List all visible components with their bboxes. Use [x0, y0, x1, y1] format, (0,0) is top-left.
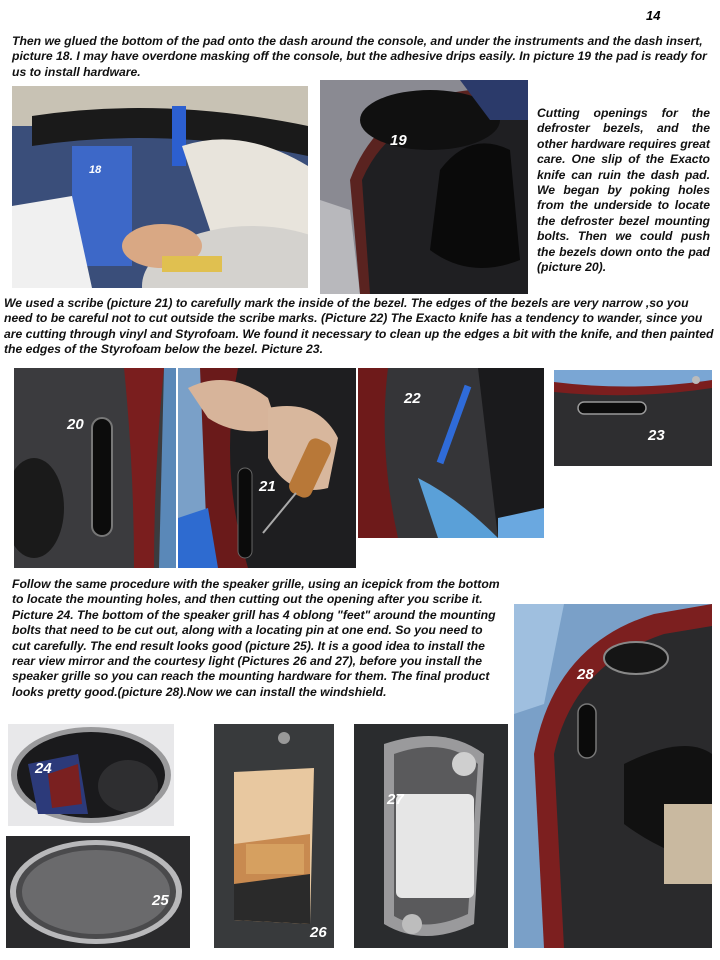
photo-21	[178, 368, 356, 568]
photo-28	[514, 604, 712, 948]
photo-label-20: 20	[67, 416, 84, 433]
photo-27	[354, 724, 508, 948]
page-number: 14	[646, 8, 661, 23]
photo-label-26: 26	[310, 924, 327, 941]
photo-label-24: 24	[35, 760, 52, 777]
photo-18	[12, 86, 308, 288]
photo-22	[358, 368, 544, 538]
photo-label-27: 27	[387, 791, 404, 808]
photo-26	[214, 724, 334, 948]
photo-label-19: 19	[390, 132, 407, 149]
photo-25	[6, 836, 190, 948]
photo-label-21: 21	[259, 478, 276, 495]
paragraph-intro: Then we glued the bottom of the pad onto the dash around the console, and under the instruments and the dash insert, picture 18. I may have overdone masking off the console, but the adhesive drips easily. In picture 19 the pad is ready for us to install hardware.	[12, 34, 707, 79]
photo-label-25: 25	[152, 892, 169, 909]
photo-label-23: 23	[648, 427, 665, 444]
photo-20	[14, 368, 176, 568]
photo-24	[8, 724, 174, 826]
paragraph-speaker-grille: Follow the same procedure with the speaker grille, using an icepick from the bottom to locate the mounting holes, and then cutting out the opening after you scribe it. Picture 24. The bottom of the speaker grill has 4 oblong "feet" around the mounting bolts that need to be cut out, along with a locating pin at one end. So you need to cut carefully. The end result looks good (picture 25). It is a good idea to install the rear view mirror and the courtesy light (Pictures 26 and 27), before you install the speaker grille so you can reach the mounting hardware for them. The final product looks pretty good.(picture 28).Now we can install the windshield.	[12, 577, 500, 699]
photo-label-18: 18	[89, 164, 102, 176]
photo-23	[554, 370, 712, 466]
photo-label-22: 22	[404, 390, 421, 407]
paragraph-defroster: Cutting openings for the defroster bezels, and the other hardware requires great care. One slip of the Exacto knife can ruin the dash pad. We began by poking holes from the underside to locate the defroster bezel mounting bolts. Then we could push the bezels down onto the pad (picture 20).	[537, 106, 710, 275]
photo-19	[320, 80, 528, 294]
paragraph-scribe: We used a scribe (picture 21) to carefully mark the inside of the bezel. The edges of the bezels are very narrow ,so you need to be careful not to cut outside the scribe marks. (Picture 22) The Exacto knife has a tendency to wander, since you are cutting through vinyl and Styrofoam. We found it necessary to clean up the edges a bit with the knife, and then painted the edges of the Styrofoam below the bezel. Picture 23.	[4, 296, 714, 357]
photo-label-28: 28	[577, 666, 594, 683]
